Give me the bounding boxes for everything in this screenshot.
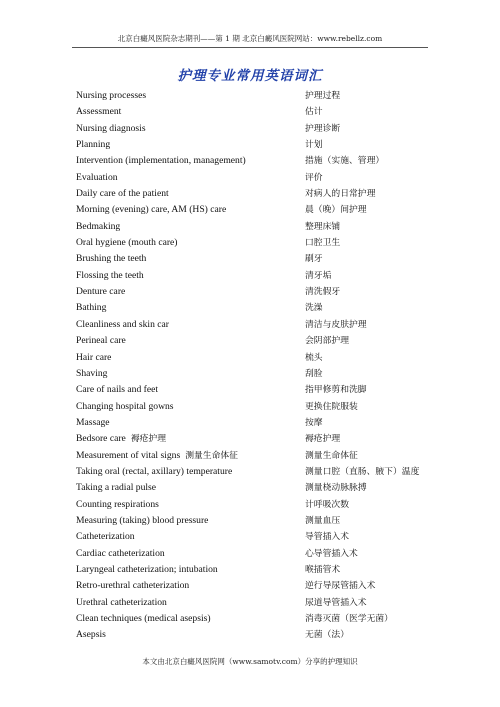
english-term: Massage [76, 416, 110, 428]
chinese-term: 护理过程 [305, 91, 341, 101]
english-term: Evaluation [76, 171, 118, 183]
english-term: Asepsis [76, 629, 106, 641]
document-title: 护理专业常用英语词汇 [177, 68, 323, 84]
english-term: Oral hygiene (mouth care) [76, 237, 178, 249]
chinese-term: 测量口腔（直肠、腋下）温度 [305, 466, 420, 477]
chinese-term: 消毒灭菌（医学无菌） [305, 614, 393, 624]
english-term: Care of nails and feet [76, 384, 159, 396]
chinese-term: 口腔卫生 [305, 238, 341, 249]
english-term: Cardiac catheterization [76, 547, 165, 559]
vocab-row [0, 611, 500, 627]
vocab-row [0, 415, 500, 431]
vocab-row [0, 529, 500, 545]
vocab-row [0, 562, 500, 578]
english-term: Taking oral (rectal, axillary) temperature [76, 465, 233, 477]
vocab-row [0, 235, 500, 251]
english-term: Brushing the teeth [76, 253, 147, 265]
english-term: Bedmaking [76, 220, 121, 232]
vocab-row [0, 137, 500, 153]
chinese-term: 测量血压 [305, 515, 341, 526]
chinese-term: 按摩 [305, 417, 323, 428]
english-term: Morning (evening) care, AM (HS) care [76, 204, 227, 216]
english-term: Planning [76, 139, 111, 151]
chinese-term: 估计 [305, 107, 323, 118]
chinese-term: 尿道导管插入术 [305, 597, 367, 608]
vocab-row [0, 627, 500, 643]
english-term: Flossing the teeth [76, 269, 144, 281]
english-term: Clean techniques (medical asepsis) [76, 613, 211, 624]
vocab-row [0, 578, 500, 594]
english-term: Daily care of the patient [76, 188, 169, 200]
vocab-row [0, 350, 500, 366]
chinese-term: 护理诊断 [305, 123, 341, 134]
vocab-row [0, 186, 500, 202]
vocab-row [0, 268, 500, 284]
chinese-term: 清洗假牙 [305, 287, 341, 298]
vocab-row [0, 399, 500, 415]
chinese-term: 刮脸 [305, 368, 323, 379]
header-divider [72, 47, 428, 48]
chinese-term: 逆行导尿管插入术 [305, 581, 376, 592]
chinese-term: 会阴部护理 [305, 336, 349, 347]
inline-chinese-term: 测量生命体征 [185, 450, 238, 461]
chinese-term: 指甲修剪和洗脚 [305, 385, 367, 396]
english-term: Measuring (taking) blood pressure [76, 514, 209, 526]
english-term: Cleanliness and skin car [76, 318, 169, 330]
english-term: Catheterization [76, 531, 135, 543]
english-term: Nursing processes [76, 90, 147, 101]
english-term [76, 431, 166, 447]
chinese-term: 测量生命体征 [305, 450, 358, 461]
english-term: Counting respirations [76, 498, 159, 510]
chinese-term: 梳头 [305, 352, 323, 363]
english-term: Denture care [76, 286, 126, 298]
vocab-row [0, 219, 500, 235]
vocab-row [0, 464, 500, 480]
vocab-row [0, 448, 500, 464]
chinese-term: 测量桡动脉脉搏 [305, 483, 367, 494]
chinese-term: 无菌（法） [305, 630, 349, 641]
vocab-row [0, 333, 500, 349]
chinese-term: 对病人的日常护理 [305, 189, 376, 200]
vocab-row [0, 595, 500, 611]
chinese-term: 整理床铺 [305, 221, 341, 232]
english-term: Taking a radial pulse [76, 482, 157, 494]
chinese-term: 褥疮护理 [305, 434, 341, 445]
page-header: 北京白癜风医院杂志期刊——第 1 期 北京白癜风医院网站：www.rebellz.com [117, 34, 383, 43]
english-term: Intervention (implementation, management) [76, 155, 246, 167]
chinese-term: 导管插入术 [305, 532, 349, 543]
vocab-row [0, 513, 500, 529]
english-term: Changing hospital gowns [76, 400, 174, 412]
vocab-row [0, 121, 500, 137]
chinese-term: 更换住院服装 [305, 401, 358, 412]
chinese-term: 计划 [305, 140, 323, 151]
chinese-term: 心导管插入术 [305, 548, 358, 559]
vocab-row [0, 170, 500, 186]
vocab-row [0, 480, 500, 496]
vocab-row [0, 317, 500, 333]
english-term: Nursing diagnosis [76, 122, 146, 134]
english-term: Perineal care [76, 335, 126, 347]
english-term: Retro-urethral catheterization [76, 580, 190, 592]
chinese-term: 洗澡 [305, 303, 323, 314]
vocab-row [0, 284, 500, 300]
inline-chinese-term: 褥疮护理 [130, 434, 167, 445]
vocab-row [0, 497, 500, 513]
chinese-term: 喉插管术 [305, 564, 341, 575]
page-footer: 本文由北京白癜风医院网（www.samotv.com）分享的护理知识 [142, 657, 358, 666]
english-term-text: Bedsore care [76, 433, 126, 445]
vocabulary-list [0, 88, 500, 644]
chinese-term: 清洁与皮肤护理 [305, 319, 367, 330]
vocab-row [0, 88, 500, 104]
english-term: Hair care [76, 351, 112, 363]
chinese-term: 清牙垢 [305, 270, 332, 281]
english-term: Assessment [76, 106, 122, 118]
chinese-term: 评价 [305, 172, 323, 183]
vocab-row [0, 382, 500, 398]
vocab-row [0, 153, 500, 169]
chinese-term: 计呼吸次数 [305, 499, 349, 510]
english-term: Urethral catheterization [76, 596, 167, 608]
chinese-term: 措施（实施、管理） [305, 156, 385, 167]
vocab-row [0, 546, 500, 562]
english-term: Laryngeal catheterization; intubation [76, 563, 218, 575]
vocab-row [0, 431, 500, 447]
chinese-term: 刷牙 [305, 254, 323, 265]
vocab-row [0, 251, 500, 267]
english-term [76, 448, 238, 464]
english-term: Bathing [76, 302, 107, 314]
chinese-term: 晨（晚）间护理 [305, 205, 367, 216]
english-term: Shaving [76, 367, 108, 379]
vocab-row [0, 300, 500, 316]
vocab-row [0, 104, 500, 120]
english-term-text: Measurement of vital signs [76, 449, 181, 461]
vocab-row [0, 366, 500, 382]
vocab-row [0, 202, 500, 218]
